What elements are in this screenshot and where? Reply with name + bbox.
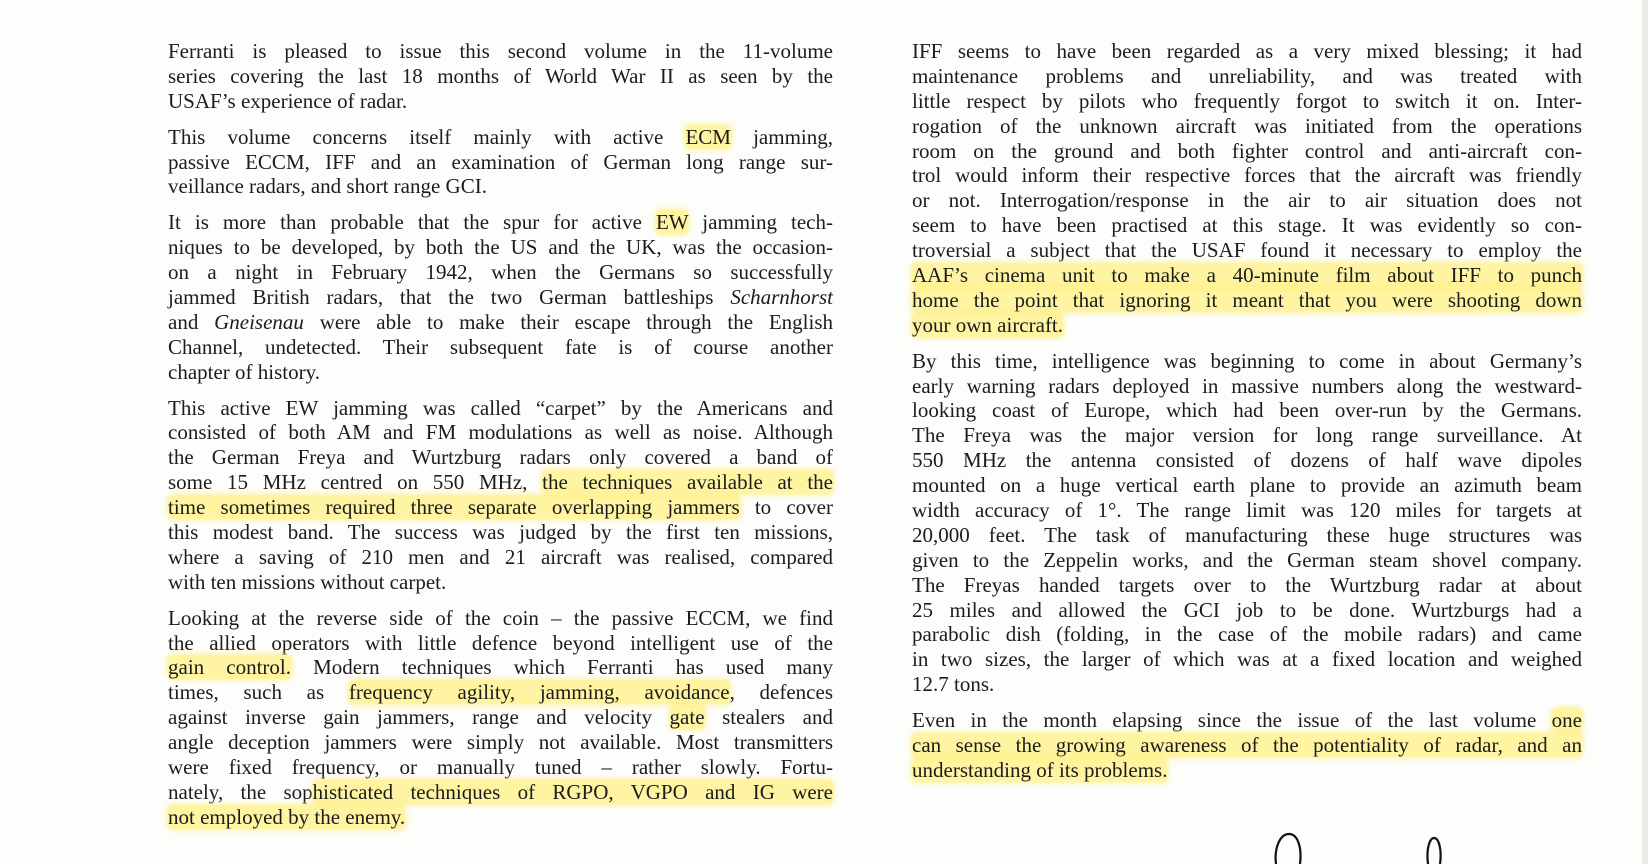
text-line: [912, 313, 1582, 338]
text-segment: where a saving of 210 men and 21 aircraft was realised, compared: [168, 544, 833, 569]
text-segment: the German Freya and Wurtzburg radars only covered a band of: [168, 445, 833, 470]
text-line: [168, 125, 833, 150]
text-line: [912, 263, 1582, 288]
highlighted-text: EW: [655, 210, 689, 235]
text-line: [912, 448, 1582, 473]
text-line: [168, 260, 833, 285]
text-line: [168, 606, 833, 631]
text-line: [912, 163, 1582, 188]
paragraph: [912, 349, 1582, 697]
text-line: [912, 733, 1582, 758]
text-segment: width accuracy of 1°. The range limit was 120 miles for targets at: [912, 498, 1582, 523]
text-segment: 12.7 tons.: [912, 672, 995, 697]
text-line: [912, 758, 1582, 783]
text-segment: early warning radars deployed in massive numbers along the westward-: [912, 373, 1582, 398]
text-line: [168, 310, 833, 335]
text-segment: The Freya was the major version for long range surveillance. At: [912, 423, 1582, 448]
text-segment: trol would inform their respective forces that the aircraft was friendly: [912, 163, 1582, 188]
text-segment: USAF’s experience of radar.: [168, 88, 408, 113]
text-segment: Ferranti is pleased to issue this second volume in the 11-volume: [168, 39, 833, 63]
text-line: [168, 360, 833, 385]
text-line: [168, 235, 833, 260]
text-segment: jamming,: [730, 124, 833, 149]
text-line: [168, 755, 833, 780]
signature-partial: [1260, 830, 1460, 864]
text-segment: troversial a subject that the USAF found it necessary to employ the: [912, 238, 1582, 263]
text-segment: By this time, intelligence was beginning to come in about Germany’s: [912, 348, 1582, 373]
text-segment: This volume concerns itself mainly with active: [168, 124, 686, 149]
highlighted-text: gain control.: [168, 655, 291, 680]
text-line: [168, 470, 833, 495]
highlighted-text: not employed by the enemy.: [168, 804, 406, 829]
text-segment: consisted of both AM and FM modulations as well as noise. Although: [168, 420, 833, 445]
text-line: [168, 730, 833, 755]
text-line: [168, 174, 833, 199]
text-segment: angle deception jammers were simply not available. Most transmitters: [168, 730, 833, 755]
text-segment: and: [168, 309, 215, 334]
highlighted-text: your own aircraft.: [912, 312, 1064, 337]
highlighted-text: one: [1551, 708, 1582, 733]
text-line: [168, 150, 833, 175]
text-line: [912, 39, 1582, 64]
text-segment: against inverse gain jammers, range and velocity: [168, 705, 670, 730]
highlighted-text: time sometimes required three separate overlapping jammers: [168, 495, 740, 520]
text-segment: rogation of the unknown aircraft was initiated from the operations: [912, 113, 1582, 138]
text-segment: given to the Zeppelin works, and the German steam shovel company.: [912, 547, 1582, 572]
text-segment: or not. Interrogation/response in the air to air situation does not: [912, 188, 1582, 213]
text-line: [168, 570, 833, 595]
text-segment: Channel, undetected. Their subsequent fate is of course another: [168, 334, 833, 359]
text-line: [168, 420, 833, 445]
text-segment: It is more than probable that the spur for active: [168, 210, 656, 235]
text-line: [168, 396, 833, 421]
text-segment: mounted on a huge vertical earth plane to provide an azimuth beam: [912, 473, 1582, 498]
text-line: [912, 598, 1582, 623]
text-line: [912, 548, 1582, 573]
text-segment: seem to have been practised at this stage. It was evidently so con-: [912, 213, 1582, 238]
text-segment: times, such as: [168, 680, 349, 705]
text-segment: The Freyas handed targets over to the Wurtzburg radar at about: [912, 572, 1582, 597]
text-line: [912, 114, 1582, 139]
highlighted-text: ECM: [685, 124, 731, 149]
paragraph: [168, 606, 833, 830]
text-segment: Even in the month elapsing since the issue of the last volume: [912, 708, 1552, 733]
text-line: [912, 288, 1582, 313]
text-segment: chapter of history.: [168, 359, 321, 384]
text-line: [912, 89, 1582, 114]
text-line: [168, 335, 833, 360]
text-segment: stealers and: [704, 705, 833, 730]
highlighted-text: AAF’s cinema unit to make a 40-minute film about IFF to punch: [912, 263, 1582, 288]
text-segment: some 15 MHz centred on 550 MHz,: [168, 470, 543, 495]
paragraph: [912, 39, 1582, 338]
italic-text: Scharnhorst: [730, 285, 833, 310]
text-line: [912, 573, 1582, 598]
highlighted-text: can sense the growing awareness of the potentiality of radar, and an: [912, 733, 1582, 758]
text-segment: to cover: [739, 495, 833, 520]
text-segment: IFF seems to have been regarded as a very mixed blessing; it had: [912, 39, 1582, 63]
highlighted-text: the techniques available at the: [542, 470, 833, 495]
text-segment: Modern techniques which Ferranti has used many: [291, 655, 833, 680]
text-line: [912, 708, 1582, 733]
text-line: [912, 64, 1582, 89]
text-segment: were fixed frequency, or manually tuned – rather slowly. Fortu-: [168, 755, 833, 780]
text-segment: passive ECCM, IFF and an examination of German long range sur-: [168, 149, 833, 174]
text-segment: jammed British radars, that the two German battleships: [168, 285, 731, 310]
paragraph: [168, 39, 833, 114]
text-line: [168, 705, 833, 730]
text-segment: parabolic dish (folding, in the case of the mobile radars) and came: [912, 622, 1582, 647]
text-segment: jamming tech-: [688, 210, 833, 235]
paragraph: [168, 125, 833, 200]
text-line: [168, 64, 833, 89]
text-line: [912, 473, 1582, 498]
text-line: [168, 285, 833, 310]
text-line: [168, 520, 833, 545]
text-line: [912, 213, 1582, 238]
text-segment: Looking at the reverse side of the coin – the passive ECCM, we find: [168, 605, 833, 630]
text-line: [168, 545, 833, 570]
text-segment: room on the ground and both fighter control and anti-aircraft con-: [912, 138, 1582, 163]
text-line: [168, 631, 833, 656]
highlighted-text: histicated techniques of RGPO, VGPO and IG were: [312, 779, 833, 804]
text-segment: were able to make their escape through the English: [303, 309, 833, 334]
text-segment: on a night in February 1942, when the Germans so successfully: [168, 260, 833, 285]
text-segment: niques to be developed, by both the US and the UK, was the occasion-: [168, 235, 833, 260]
text-line: [168, 495, 833, 520]
text-segment: veillance radars, and short range GCI.: [168, 174, 487, 199]
text-line: [168, 805, 833, 830]
text-line: [168, 89, 833, 114]
text-line: [912, 622, 1582, 647]
text-line: [168, 445, 833, 470]
text-segment: looking coast of Europe, which had been over-run by the Germans.: [912, 398, 1582, 423]
text-line: [912, 188, 1582, 213]
text-line: [912, 523, 1582, 548]
text-line: [912, 498, 1582, 523]
text-line: [168, 780, 833, 805]
text-segment: with ten missions without carpet.: [168, 569, 447, 594]
text-segment: maintenance problems and unreliability, and was treated with: [912, 63, 1582, 88]
highlighted-text: understanding of its problems.: [912, 757, 1168, 782]
text-segment: nately, the sop: [168, 779, 313, 804]
right-column: [912, 39, 1582, 794]
highlighted-text: frequency agility, jamming, avoidance: [348, 680, 730, 705]
paragraph: [168, 210, 833, 384]
text-line: [912, 139, 1582, 164]
text-segment: 25 miles and allowed the GCI job to be done. Wurtzburgs had a: [912, 597, 1582, 622]
text-line: [912, 672, 1582, 697]
text-segment: This active EW jamming was called “carpet” by the Americans and: [168, 395, 833, 420]
paragraph: [168, 396, 833, 595]
left-column: [168, 39, 833, 841]
text-segment: little respect by pilots who frequently forgot to switch it on. Inter-: [912, 88, 1582, 113]
text-line: [168, 680, 833, 705]
text-line: [912, 238, 1582, 263]
text-line: [168, 210, 833, 235]
highlighted-text: gate: [669, 705, 705, 730]
text-segment: this modest band. The success was judged by the first ten missions,: [168, 520, 833, 545]
text-line: [912, 374, 1582, 399]
text-line: [912, 423, 1582, 448]
text-line: [912, 398, 1582, 423]
text-line: [168, 655, 833, 680]
text-segment: the allied operators with little defence beyond intelligent use of the: [168, 630, 833, 655]
text-segment: 550 MHz the antenna consisted of dozens of half wave dipoles: [912, 448, 1582, 473]
italic-text: Gneisenau: [214, 309, 304, 334]
text-segment: 20,000 feet. The task of manufacturing these huge structures was: [912, 522, 1582, 547]
text-line: [912, 647, 1582, 672]
text-segment: series covering the last 18 months of World War II as seen by the: [168, 63, 833, 88]
page-edge: [1642, 0, 1648, 864]
highlighted-text: home the point that ignoring it meant that you were shooting down: [912, 287, 1582, 312]
text-line: [168, 39, 833, 64]
text-segment: , defences: [729, 680, 833, 705]
text-segment: in two sizes, the larger of which was at a fixed location and weighed: [912, 647, 1582, 672]
paragraph: [912, 708, 1582, 783]
text-line: [912, 349, 1582, 374]
